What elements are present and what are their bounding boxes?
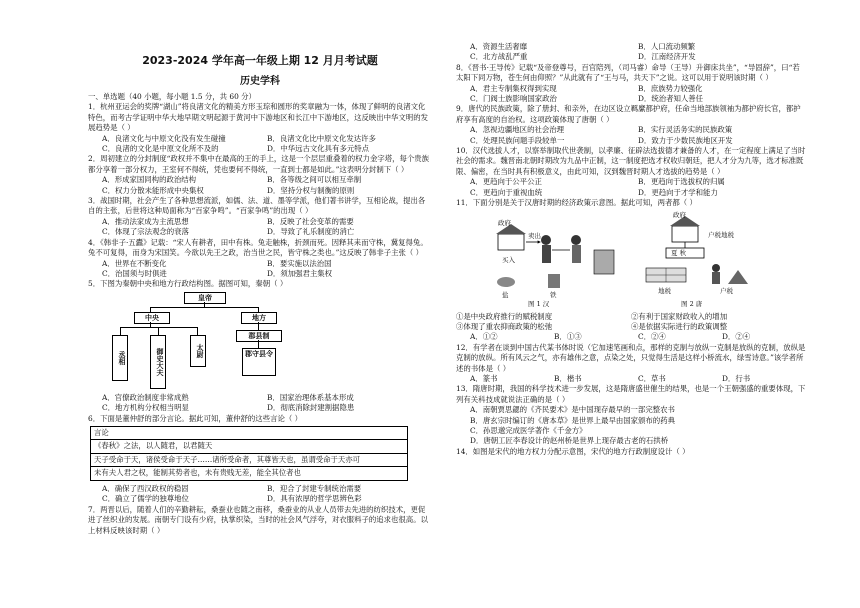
diagram-censor: 御史大夫 (150, 335, 166, 389)
diagram-county: 郡守县令 (242, 348, 276, 376)
dong-zhongshu-quote-table (90, 426, 408, 481)
option-a[interactable]: A．资源生活奢靡 (470, 42, 528, 51)
item-4: ④是依据实际进行的政策调整 (631, 321, 728, 331)
question-1-options (88, 134, 432, 155)
fig1-caption: 图 1 汉 (528, 300, 550, 309)
question-12-stem: 12．有学者在谈到中国古代某书体时说（它加速笔画和点，那样的克制与放纵一克制是放纵的克制，放纵是克制的放纵。所有风云之气，亦有雄伟之意，点染之处，只觉得生活是这样小桥流水，绿雪诗意。”该学者所述的书体是（ ） (456, 342, 806, 373)
diagram-prefecture: 郡县制 (236, 330, 282, 342)
option-d[interactable]: D．坚持分权与制衡的原则 (267, 185, 355, 195)
question-10-stem: 10．汉代选拔人才，以察举制取代世袭制，以孝廉、征辟法选拔德才兼备的人才，在一定程度上满足了当时社会的需求。魏晋南北朝时期改为九品中正制，这一制度把选才权收归朝廷，把人才分为九等，选才标准既限、偏密，在当时具有积极意义，由此可知，汉到魏晋时期人才选拔的趋势是（ ） (456, 146, 806, 176)
option-b[interactable]: B．良渚文化比中原文化发达许多 (267, 133, 376, 143)
option-d[interactable]: D．彻底消除封建割据隐患 (267, 403, 355, 413)
option-b[interactable]: B．国家治理体系基本形成 (267, 392, 354, 402)
option-b[interactable]: B．各等级之间可以相互牵制 (267, 175, 362, 185)
question-1-stem: 1．杭州亚运会的奖牌“湖山”将良渚文化的精美方形玉琮和圆形的奖章融为一体，体现了鲜明的良渚文化特色，而考古学证明中华大地早期文明起源于黄河中下游地区和长江中下游地区，这反映出中华文明的发展趋势是（ ） (88, 102, 428, 133)
question-11-options (456, 332, 806, 342)
option-b[interactable]: B．更趋向于选拔权的归属 (638, 177, 725, 187)
item-2: ②有利于国家财政收入的增加 (631, 311, 728, 321)
fig1-iron-label: 铁 (550, 290, 557, 299)
question-12-options (456, 374, 806, 384)
fig1-salt-label: 盐 (502, 290, 509, 299)
option-d[interactable]: D．中华远古文化具有多元特点 (267, 144, 370, 154)
question-13-stem: 13．隋唐时期，我国的科学技术进一步发展，这是隋唐盛世催生的结果，也是一个王朝强盛的重要体现，下列有关科技成就说法正确的是（ ） (456, 384, 806, 404)
question-6-stem: 6．下面是董仲舒的部分言论。据此可知，董仲舒的这些言论（ ） (88, 413, 302, 423)
option-a[interactable]: A．推动法家成为主流思想 (102, 216, 189, 226)
option-c[interactable]: C．地方机构分权相当明显 (102, 403, 189, 413)
left-column (88, 0, 432, 535)
option-a[interactable]: A．南朝贾思勰的《齐民要术》是中国现存最早的一部完整农书 (470, 405, 675, 415)
question-7-stem-start: 7．两晋以后，随着人们的辛勤耕耘，桑蚕业也随之南移，桑蚕业的从业人员带去先进的纺织技术，更促进了丝织业的发展。南朝专门设有少府，执掌织染，当时的社会风气浮夸，对衣服料子的追求也很高。以上材料反映该时期（ ） (88, 504, 428, 535)
question-5-stem: 5．下图为秦朝中央和地方行政结构图。据图可知，秦朝（ ） (88, 279, 288, 289)
option-a[interactable]: A．更趋向于公平公正 (470, 177, 542, 187)
question-9-options (456, 125, 806, 146)
item-3: ③体现了重农抑商政策的松弛 (456, 321, 553, 331)
option-c[interactable]: C．门阀士族影响国家政治 (470, 94, 557, 104)
option-a[interactable]: A．确保了西汉政权的稳固 (102, 483, 189, 493)
fig2-land-label: 地税 (658, 286, 671, 295)
quote-header: 言论 (94, 427, 109, 437)
option-d[interactable]: D．致力于少数民族地区开发 (638, 135, 733, 145)
diagram-emperor: 皇帝 (184, 292, 226, 304)
question-11-stem: 11．下面分别是关于汉唐时期的经济政策示意图。据此可知，两者都（ ） (456, 198, 697, 208)
option-b[interactable]: B．唐玄宗时编订的《唐本草》是世界上最早由国家颁布的药典 (470, 415, 675, 425)
exam-subject: 历史学科 (240, 76, 280, 87)
option-c[interactable]: C．确立了儒学的独尊地位 (102, 494, 189, 504)
option-d[interactable]: D．行书 (722, 373, 751, 383)
option-c[interactable]: C．更趋向于重视血统 (470, 187, 543, 197)
question-8-stem: 8．《晋书·王导传》记载“及帝登尊号，百官陪列，（司马睿）命导（王导）升御床共坐”，“导固辞”，曰“若太阳下同万物，苍生何由仰照？”从此就有了“王与马，共天下”之说。这可以用于说明该时期（ ） (456, 62, 800, 83)
option-d[interactable]: D．江南经济开发 (638, 52, 696, 62)
option-c[interactable]: C．草书 (638, 373, 666, 383)
option-d[interactable]: D．导致了礼乐制度的消亡 (267, 227, 355, 237)
option-c[interactable]: C．②④ (638, 332, 666, 342)
section-heading: 一、单选题（40 小题，每小题 1.5 分，共 60 分） (88, 92, 256, 101)
question-4-options (88, 259, 432, 280)
fig2-caption: 图 2 唐 (681, 300, 703, 309)
option-d[interactable]: D．具有浓厚的哲学思辨色彩 (267, 494, 362, 504)
fig1-sell-label: 卖出 (528, 231, 541, 240)
item-1: ①是中央政府推行的赋税制度 (456, 311, 553, 321)
option-d[interactable]: D．②④ (722, 332, 751, 342)
exam-title: 2023-2024 学年高一年级上期 12 月月考试题 (142, 54, 378, 67)
question-10-options (456, 177, 806, 198)
option-a[interactable]: A．良渚文化与中原文化没有发生碰撞 (102, 133, 226, 143)
option-d[interactable]: D．须加强君主集权 (267, 268, 333, 278)
diagram-chancellor: 丞相 (112, 335, 128, 381)
question-8-options (456, 84, 806, 105)
option-a[interactable]: A．君主专制集权得到实现 (470, 83, 557, 93)
option-b[interactable]: B．人口流动频繁 (638, 42, 696, 51)
option-c[interactable]: C．治国须与时俱进 (102, 268, 167, 278)
option-a[interactable]: A．篆书 (470, 373, 498, 383)
option-a[interactable]: A．世界在不断变化 (102, 258, 167, 268)
right-column (456, 42, 806, 457)
quote-row: 天子受命于天，诸侯受命于天子……诸所受命者，其尊皆天也，虽谓受命于天亦可 (91, 453, 407, 467)
option-c[interactable]: C．孙思邈完成医学著作《千金方》 (470, 425, 587, 435)
option-a[interactable]: A．①② (470, 332, 498, 342)
fig1-government-label: 政府 (498, 218, 511, 227)
diagram-central: 中央 (134, 312, 170, 324)
option-b[interactable]: B．要实施以法治国 (267, 258, 332, 268)
diagram-local: 地方 (241, 312, 277, 324)
question-3-options (88, 217, 432, 238)
question-14-stem: 14．如图是宋代的地方权力分配示意图，宋代的地方行政制度设计（ ） (456, 446, 690, 456)
option-a[interactable]: A．忽视边疆地区的社会治理 (470, 125, 565, 135)
option-c[interactable]: C．良渚的文化是中原文化所不及的 (102, 144, 219, 154)
option-b[interactable]: B．庶族势力较强化 (638, 83, 703, 93)
policy-illustration (476, 210, 766, 298)
question-11-items (456, 312, 806, 333)
fig2-household-label: 户税 (720, 286, 733, 295)
option-d[interactable]: D．更趋向于才学和能力 (638, 187, 718, 197)
quote-row: 《春秋》之法，以人随君，以君随天 (91, 439, 407, 453)
option-c[interactable]: C．北方战乱严重 (470, 52, 528, 62)
option-b[interactable]: B．①③ (554, 332, 582, 342)
quote-row: 未有夫人君之权，能制其势者也，未有贵贱无差，能全其位者也 (91, 466, 407, 480)
option-a[interactable]: A．形成家国同构的政治结构 (102, 175, 197, 185)
option-a[interactable]: A．官僚政治制度非常成熟 (102, 392, 189, 402)
question-2-stem: 2．周初建立的分封制度“政权并不集中在最高的王的手上，这是一个层层重叠着的权力金字塔，每个贵族都分享着一部分权力，王室何不得统，凭也要何不得统，一直到士都是如此。”这表明分封制下（ ） (88, 154, 430, 174)
option-b[interactable]: B．反映了社会变革的需要 (267, 216, 354, 226)
diagram-taiwei: 太尉 (190, 335, 206, 367)
question-4-stem: 4．《韩非子·五蠹》记载：“宋人有耕者，田中有株。兔走触株，折颈而死。因释其耒而守株，冀复得兔。兔不可复得，而身为宋国笑。今欲以先王之政，治当世之民，皆守株之类也。”这反映了韩非子主张（ ） (88, 237, 428, 258)
option-c[interactable]: C．体现了宗法观念的衰落 (102, 227, 189, 237)
question-5-options (88, 393, 432, 414)
option-d[interactable]: D．统治者知人善任 (638, 94, 704, 104)
qin-structure-diagram (108, 292, 308, 390)
option-b[interactable]: B．楷书 (554, 373, 582, 383)
option-c[interactable]: C．处理民族问题手段较单一 (470, 135, 565, 145)
option-d[interactable]: D．唐朝工匠李春设计的赵州桥是世界上现存最古老的石拱桥 (470, 436, 669, 446)
fig2-tax-top-label: 户税地税 (708, 230, 734, 239)
question-2-options (88, 175, 432, 196)
option-b[interactable]: B．实行灵活务实的民族政策 (638, 125, 733, 135)
option-c[interactable]: C．权力分散未能形成中央集权 (102, 185, 204, 195)
fig2-tax-name-label: 夏 秋 (671, 248, 687, 257)
fig1-buy-label: 买入 (502, 255, 515, 264)
question-13-options (456, 405, 806, 447)
question-7-options (456, 42, 806, 63)
fig2-government-label: 政府 (673, 210, 686, 219)
option-b[interactable]: B．迎合了封建专制统治需要 (267, 483, 362, 493)
question-6-options (88, 484, 432, 505)
question-3-stem: 3．战国时期，社会产生了各种思想流派，如儒、法、道、墨等学派，他们著书讲学，互相论战，提出各自的主张，后世将这种局面称为“百家争鸣”。“百家争鸣”的出现（ ） (88, 196, 426, 216)
han-tang-policy-figures (476, 210, 766, 310)
question-9-stem: 9．唐代的民族政策，除了册封、和亲外，在边区设立羁縻都护府，任命当地部族领袖为都护府长官，都护府享有高度的自治权。这项政策体现了唐朝（ ） (456, 104, 801, 124)
